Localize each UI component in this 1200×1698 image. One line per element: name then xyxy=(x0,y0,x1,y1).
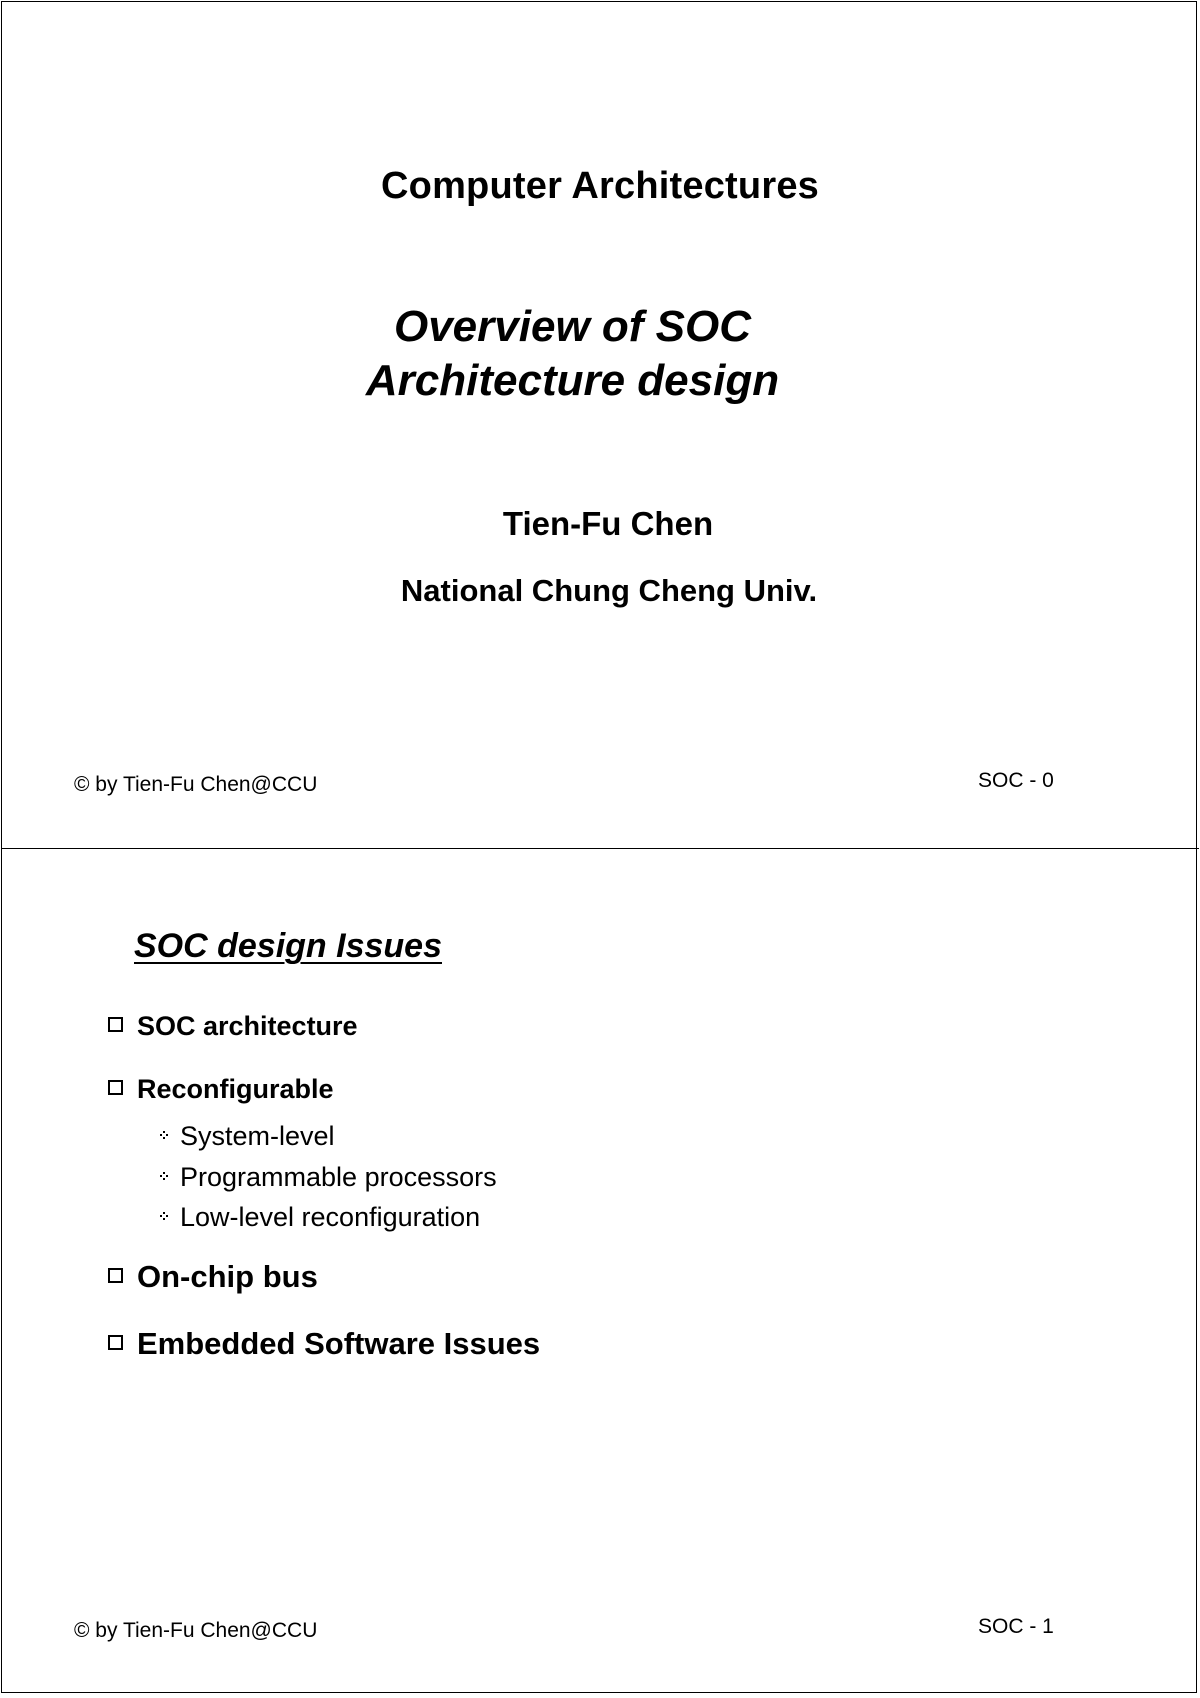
checkbox-square-icon xyxy=(108,1335,123,1350)
checkbox-square-icon xyxy=(108,1080,123,1095)
slide-number: SOC - 0 xyxy=(978,769,1054,792)
sub-bullet-item xyxy=(160,1121,335,1152)
bullet-item xyxy=(108,1074,334,1105)
sub-bullet-label: Programmable processors xyxy=(180,1162,497,1192)
slide-number: SOC - 1 xyxy=(978,1615,1054,1638)
sub-bullet-label: Low-level reconfiguration xyxy=(180,1202,481,1232)
author-affiliation: National Chung Cheng Univ. xyxy=(400,573,818,608)
bullet-item xyxy=(108,1011,358,1042)
slide-soc-design-issues xyxy=(0,849,1200,1697)
sub-bullet-item xyxy=(160,1202,480,1233)
bullet-label: On-chip bus xyxy=(137,1259,318,1294)
diamond-dots-icon xyxy=(160,1131,168,1139)
checkbox-square-icon xyxy=(108,1017,123,1032)
bullet-label: SOC architecture xyxy=(137,1011,358,1041)
section-title: SOC design Issues xyxy=(134,927,442,965)
copyright-footer: © by Tien-Fu Chen@CCU xyxy=(74,1619,318,1642)
diamond-dots-icon xyxy=(160,1172,168,1180)
bullet-label: Embedded Software Issues xyxy=(137,1326,541,1361)
main-title-line-2: Architecture design xyxy=(365,356,780,405)
sub-bullet-item xyxy=(160,1162,497,1193)
diamond-dots-icon xyxy=(160,1212,168,1220)
bullet-label: Reconfigurable xyxy=(137,1074,334,1104)
bullet-item xyxy=(108,1259,318,1295)
author-name: Tien-Fu Chen xyxy=(502,505,714,542)
sub-bullet-label: System-level xyxy=(180,1121,335,1151)
slide-title xyxy=(0,0,1200,848)
course-title: Computer Architectures xyxy=(381,165,819,207)
main-title xyxy=(0,300,1145,408)
copyright-footer: © by Tien-Fu Chen@CCU xyxy=(74,773,318,796)
checkbox-square-icon xyxy=(108,1268,123,1283)
bullet-item xyxy=(108,1326,540,1362)
main-title-line-1: Overview of SOC xyxy=(393,302,751,351)
